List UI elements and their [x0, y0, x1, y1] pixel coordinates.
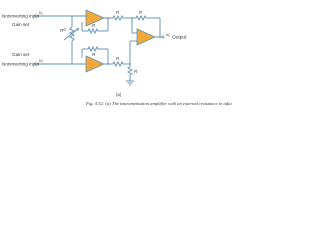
- resistor-bottom-series: [113, 62, 123, 66]
- label-part-a: (a): [116, 92, 122, 97]
- resistor-fb-top: [88, 29, 98, 33]
- node-bottom-out: [107, 63, 109, 65]
- figure-page: [0, 0, 232, 114]
- resistor-fb-bottom: [88, 47, 98, 51]
- op-amp-output: [137, 29, 155, 45]
- label-vo: vₒ: [166, 32, 170, 37]
- resistor-ground: [128, 67, 132, 75]
- label-v2: v₂: [39, 58, 44, 63]
- resistor-a3-feedback: [136, 16, 146, 20]
- label-r-3: R: [139, 10, 143, 15]
- label-rg: Rᴳ: [60, 28, 66, 33]
- label-r-2: R: [116, 10, 120, 15]
- node-output: [159, 36, 161, 38]
- label-output: Output: [172, 35, 187, 41]
- label-r-4: R: [92, 52, 96, 57]
- output-terminal: [162, 36, 164, 38]
- node-top-out: [107, 17, 109, 19]
- label-r-1: R: [92, 23, 96, 28]
- op-amp-bottom: [86, 56, 104, 72]
- label-gain-set-bottom: Gain set: [12, 52, 30, 57]
- label-v1: v₁: [39, 10, 43, 15]
- circuit-diagram: [0, 0, 232, 114]
- resistor-top-series: [113, 16, 123, 20]
- figure-caption: Fig. 4.32: (a) The instrumentation amplifier with an external resistance to adju: [86, 101, 232, 106]
- label-r-6: R: [134, 69, 138, 74]
- label-noninverting-input-top: Noninverting input: [2, 13, 40, 19]
- label-r-5: R: [116, 56, 120, 61]
- label-noninverting-input-bottom: Noninverting input: [2, 61, 40, 67]
- label-gain-set-top: Gain set: [12, 22, 30, 27]
